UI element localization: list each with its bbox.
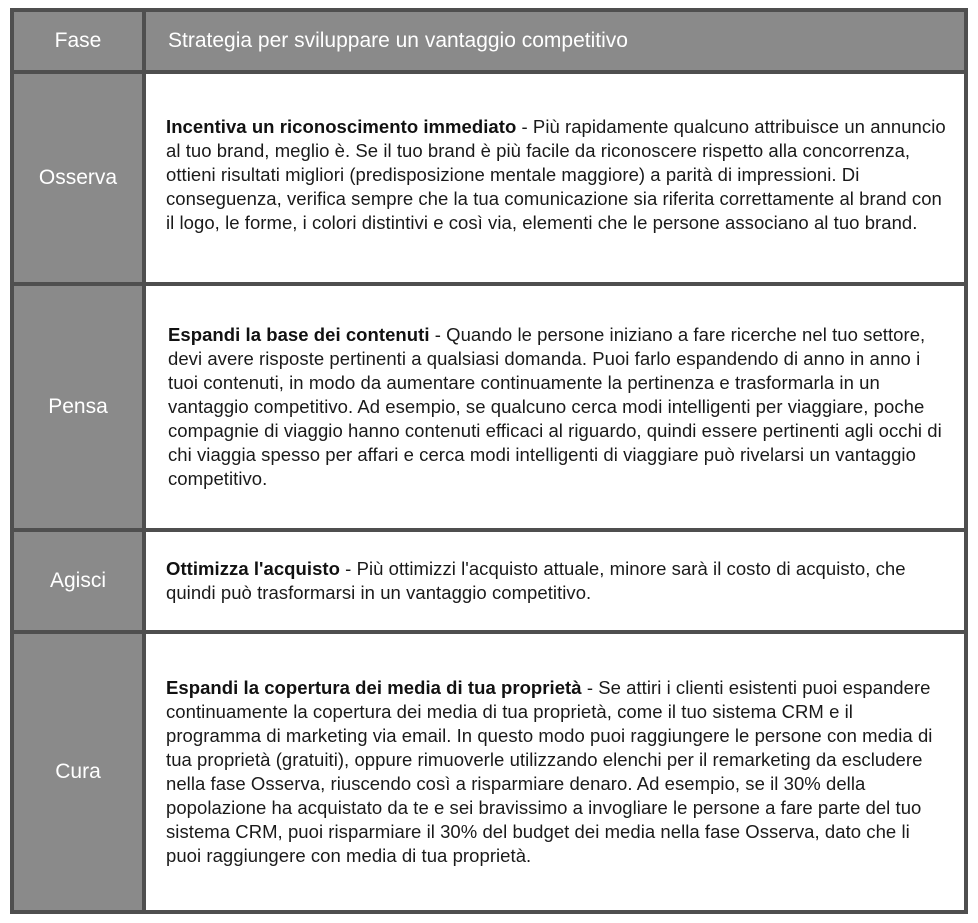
phase-label: Cura [55, 760, 101, 783]
strategy-text [166, 115, 950, 235]
strategy-text [166, 676, 950, 868]
strategy-cell-cura [146, 634, 964, 910]
strategy-description: - Se attiri i clienti esistenti puoi espandere continuamente la copertura dei media di tua proprietà, come il tuo sistema CRM e il programma di marketing via email. In questo modo puoi raggiungere le persone con media di tua proprietà (gratuiti), oppure rimuoverle utilizzando elenchi per il remarketing da escludere nella fase Osserva, riuscendo così a risparmiare denaro. Ad esempio, se il 30% della popolazione ha acquistato da te e sei bravissimo a invogliare le persone a fare parte del tuo sistema CRM, puoi risparmiare il 30% del budget dei media nella fase Osserva, dato che li puoi raggiungere con media di tua proprietà. [166, 677, 933, 866]
strategy-cell-pensa [146, 286, 964, 528]
header-phase-label: Fase [54, 29, 102, 52]
phase-cell-agisci [14, 532, 142, 630]
strategy-cell-osserva [146, 74, 964, 282]
strategy-cell-agisci [146, 532, 964, 630]
phase-cell-pensa [14, 286, 142, 528]
strategy-title: Espandi la copertura dei media di tua proprietà [166, 677, 582, 698]
header-phase-cell [14, 12, 142, 70]
strategy-description: - Più rapidamente qualcuno attribuisce un annuncio al tuo brand, meglio è. Se il tuo brand è più facile da riconoscere rispetto alla concorrenza, ottieni risultati migliori (predisposizione mentale maggiore) a parità di impressioni. Di conseguenza, verifica sempre che la tua comunicazione sia riferita correttamente al brand con il logo, le forme, i colori distintivi e così via, elementi che le persone associano al tuo brand. [166, 116, 946, 233]
phase-label: Pensa [48, 395, 108, 418]
phase-cell-cura [14, 634, 142, 910]
phase-label: Osserva [38, 166, 118, 189]
strategy-description: - Più ottimizzi l'acquisto attuale, minore sarà il costo di acquisto, che quindi può trasformarsi in un vantaggio competitivo. [166, 558, 906, 603]
phase-label: Agisci [49, 569, 107, 592]
header-strategy-cell [146, 12, 964, 70]
strategy-title: Espandi la base dei contenuti [168, 324, 430, 345]
phase-cell-osserva [14, 74, 142, 282]
strategy-description: - Quando le persone iniziano a fare ricerche nel tuo settore, devi avere risposte pertinenti a qualsiasi domanda. Puoi farlo espandendo di anno in anno i tuoi contenuti, in modo da aumentare continuamente la pertinenza e trasformarla in un vantaggio competitivo. Ad esempio, se qualcuno cerca modi intelligenti per viaggiare, poche compagnie di viaggio hanno contenuti efficaci al riguardo, quindi essere pertinenti agli occhi di chi viaggia spesso per affari e cerca modi intelligenti di viaggiare può rivelarsi un vantaggio competitivo. [168, 324, 942, 489]
strategy-table [10, 8, 968, 914]
strategy-text [166, 557, 950, 605]
strategy-title: Ottimizza l'acquisto [166, 558, 340, 579]
strategy-text [168, 323, 950, 491]
strategy-title: Incentiva un riconoscimento immediato [166, 116, 517, 137]
header-strategy-label: Strategia per sviluppare un vantaggio competitivo [168, 29, 628, 52]
